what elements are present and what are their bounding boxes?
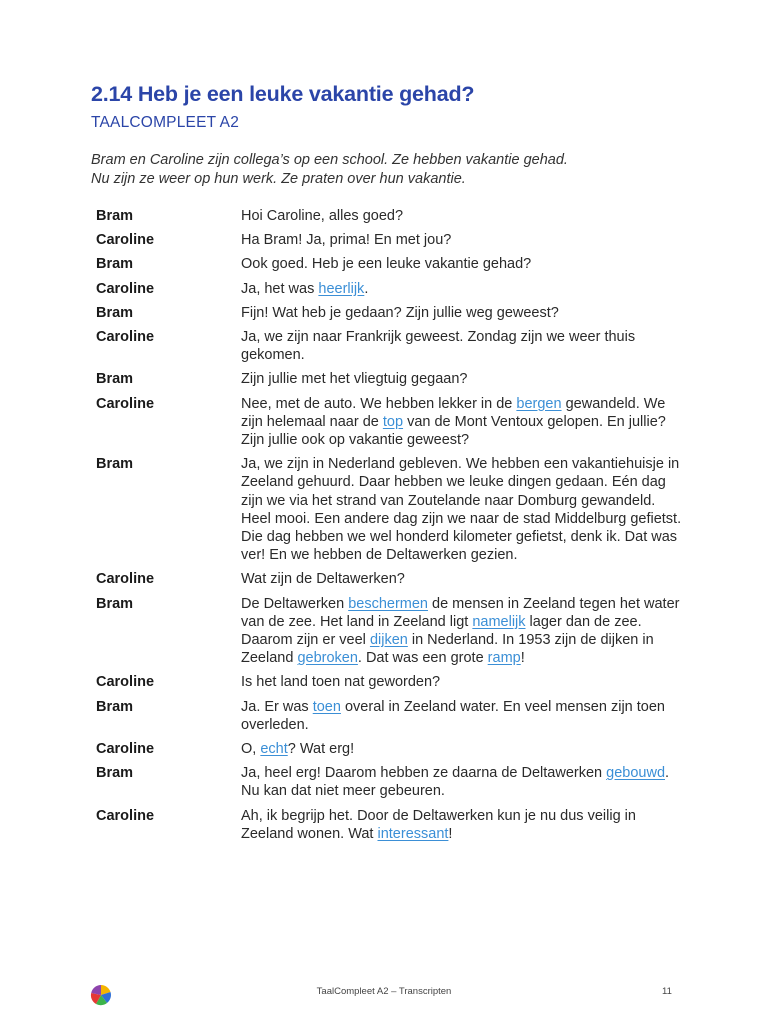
vocabulary-link[interactable]: heerlijk xyxy=(318,280,365,297)
dialogue-line xyxy=(241,280,686,298)
dialogue-row xyxy=(96,370,686,388)
dialogue-row xyxy=(96,455,686,564)
page-footer xyxy=(0,980,768,1010)
line-text: Nee, met de auto. We hebben lekker in de xyxy=(241,395,517,412)
line-text: Wat zijn de Deltawerken? xyxy=(241,571,405,588)
speaker-name: Bram xyxy=(96,304,134,321)
dialogue-row xyxy=(96,764,686,800)
vocabulary-link[interactable]: dijken xyxy=(369,632,408,649)
line-text: Zijn jullie met het vliegtuig gegaan? xyxy=(241,371,468,388)
vocabulary-link[interactable]: bergen xyxy=(516,395,562,412)
line-text: Ja, het was xyxy=(241,280,319,297)
dialogue-line xyxy=(241,455,686,564)
speaker-name: Caroline xyxy=(96,232,155,249)
speaker-name: Caroline xyxy=(96,571,155,588)
vocabulary-link[interactable]: echt xyxy=(260,741,288,758)
dialogue-line xyxy=(241,595,686,668)
dialogue-line xyxy=(241,698,686,734)
dialogue-line xyxy=(241,764,686,800)
vocabulary-link[interactable]: interessant xyxy=(377,825,449,842)
intro-line: Nu zijn ze weer op hun werk. Ze praten over hun vakantie. xyxy=(91,171,466,187)
intro-text xyxy=(91,151,691,189)
speaker-name: Bram xyxy=(96,595,134,612)
line-text: Ja, we zijn naar Frankrijk geweest. Zondag zijn we weer thuis gekomen. xyxy=(241,329,636,364)
dialogue-row xyxy=(96,698,686,734)
dialogue-line xyxy=(241,231,686,249)
dialogue-row xyxy=(96,673,686,691)
line-text: . Dat was een grote xyxy=(357,650,488,667)
line-text: ! xyxy=(448,825,453,842)
line-text: Ja, heel erg! Daarom hebben ze daarna de Deltawerken xyxy=(241,765,607,782)
dialogue-row xyxy=(96,395,686,450)
line-text: Ja. Er was xyxy=(241,698,313,715)
line-text: lager dan de zee. Daarom zijn er veel xyxy=(241,613,642,649)
dialogue-row xyxy=(96,280,686,298)
dialogue-table xyxy=(96,207,686,849)
line-text: ! xyxy=(520,650,525,667)
vocabulary-link[interactable]: namelijk xyxy=(472,613,526,630)
dialogue-row xyxy=(96,595,686,668)
speaker-name: Bram xyxy=(96,208,134,224)
footer-text: TaalCompleet A2 – Transcripten xyxy=(316,986,452,997)
dialogue-line xyxy=(241,395,686,450)
line-text: van de Mont Ventoux gelopen. En jullie? Zijn jullie ook op vakantie geweest? xyxy=(241,413,666,449)
dialogue-line xyxy=(241,807,686,843)
speaker-name: Caroline xyxy=(96,674,155,691)
line-text: Is het land toen nat geworden? xyxy=(241,674,441,691)
speaker-name: Caroline xyxy=(96,395,155,412)
line-text: Hoi Caroline, alles goed? xyxy=(241,208,404,224)
line-text: O, xyxy=(241,741,261,758)
line-text: in Nederland. In 1953 zijn de dijken in Zeeland xyxy=(241,632,654,667)
page-number: 11 xyxy=(662,986,672,997)
vocabulary-link[interactable]: beschermen xyxy=(348,595,428,612)
line-text: gewandeld. We zijn helemaal naar de xyxy=(241,395,666,430)
line-text: . xyxy=(364,280,369,297)
speaker-name: Caroline xyxy=(96,329,155,346)
intro-line: Bram en Caroline zijn collega’s op een school. Ze hebben vakantie gehad. xyxy=(91,152,568,168)
dialogue-row xyxy=(96,231,686,249)
line-text: Ja, we zijn in Nederland gebleven. We hebben een vakantiehuisje in Zeeland gehuurd. Daar hebben we leuke dingen gedaan. Eén dag zijn we via het strand van Zoutelande naar Domburg gewandeld. Heel mooi. Een andere dag zijn we naar de stad Middelburg gefietst. Die dag hebben we wel honderd kilometer gefietst, denk ik. Dat was ver! En we hebben de Deltawerken gezien. xyxy=(241,456,682,564)
speaker-name: Caroline xyxy=(96,280,155,297)
speaker-name: Caroline xyxy=(96,741,155,758)
vocabulary-link[interactable]: top xyxy=(382,413,404,430)
dialogue-row xyxy=(96,207,686,225)
dialogue-row xyxy=(96,255,686,273)
dialogue-row xyxy=(96,740,686,758)
line-text: Fijn! Wat heb je gedaan? Zijn jullie weg geweest? xyxy=(241,304,559,321)
vocabulary-link[interactable]: gebouwd xyxy=(606,765,666,782)
line-text: . Nu kan dat niet meer gebeuren. xyxy=(241,765,670,800)
line-text: overal in Zeeland water. En veel mensen zijn toen overleden. xyxy=(241,698,665,733)
vocabulary-link[interactable]: toen xyxy=(312,698,341,715)
vocabulary-link[interactable]: ramp xyxy=(487,650,521,667)
dialogue-line xyxy=(241,370,686,388)
dialogue-line xyxy=(241,304,686,322)
speaker-name: Bram xyxy=(96,765,134,782)
dialogue-row xyxy=(96,807,686,843)
line-text: Ha Bram! Ja, prima! En met jou? xyxy=(241,232,452,249)
dialogue-line xyxy=(241,740,686,758)
speaker-name: Bram xyxy=(96,371,134,388)
line-text: Ah, ik begrijp het. Door de Deltawerken kun je nu dus veilig in Zeeland wonen. Wat xyxy=(241,807,636,842)
dialogue-line xyxy=(241,207,686,225)
dialogue-line xyxy=(241,673,686,691)
page-title: 2.14 Heb je een leuke vakantie gehad? xyxy=(91,82,475,106)
vocabulary-link[interactable]: gebroken xyxy=(297,650,358,667)
speaker-name: Caroline xyxy=(96,807,155,824)
dialogue-line xyxy=(241,570,686,588)
line-text: ? Wat erg! xyxy=(287,741,355,758)
dialogue-row xyxy=(96,328,686,364)
line-text: Ook goed. Heb je een leuke vakantie gehad? xyxy=(241,256,532,273)
dialogue-row xyxy=(96,304,686,322)
line-text: De Deltawerken xyxy=(241,595,349,612)
dialogue-line xyxy=(241,255,686,273)
page-subtitle: TAALCOMPLEET A2 xyxy=(91,114,240,131)
speaker-name: Bram xyxy=(96,698,134,715)
dialogue-row xyxy=(96,570,686,588)
speaker-name: Bram xyxy=(96,456,134,473)
dialogue-line xyxy=(241,328,686,364)
speaker-name: Bram xyxy=(96,256,134,273)
line-text: de mensen in Zeeland tegen het water van de zee. Het land in Zeeland ligt xyxy=(241,595,680,630)
